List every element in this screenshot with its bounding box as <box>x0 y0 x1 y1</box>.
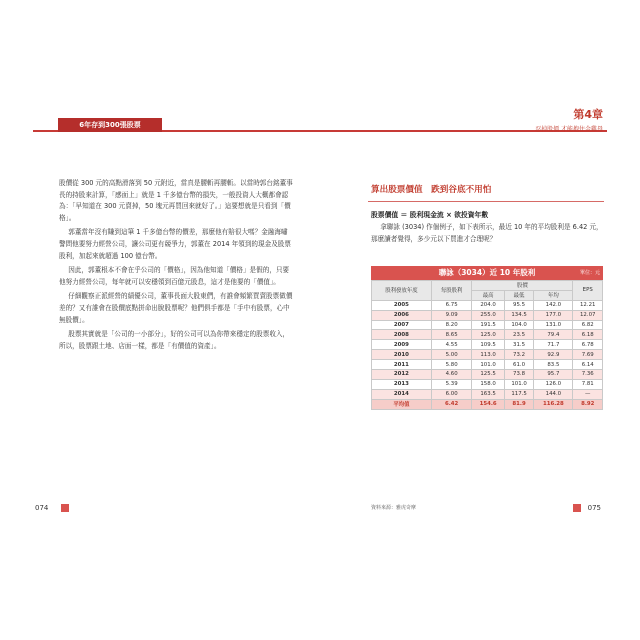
average-row <box>372 399 603 409</box>
table-row <box>372 340 603 350</box>
table-row <box>372 320 603 330</box>
table-cell: 2012 <box>372 370 432 380</box>
table-cell: 142.0 <box>534 300 573 310</box>
table-cell: 134.5 <box>504 310 534 320</box>
average-cell: 116.28 <box>534 399 573 409</box>
table-cell: 113.0 <box>472 350 504 360</box>
table-cell: 6.00 <box>431 389 472 399</box>
paragraph: 郭董當年沒有賺到這筆 1 千多億台幣的價差，那麼他有賠很大嗎？金融海嘯警問他要努力經營公司，讓公司更有競爭力，郭董在 2014 年領到的現金及股票股利，加起來就超過 100 億台幣。 <box>59 228 291 260</box>
table-cell: 126.0 <box>534 379 573 389</box>
table-cell: 23.5 <box>504 330 534 340</box>
table-cell: 95.5 <box>504 300 534 310</box>
table-cell: 83.5 <box>534 360 573 370</box>
table-cell: 2008 <box>372 330 432 340</box>
table-row <box>372 350 603 360</box>
table-row <box>372 389 603 399</box>
col-year-header: 股利發放年度 <box>372 281 432 301</box>
table-cell: 61.0 <box>504 360 534 370</box>
chapter-number: 第4章 <box>573 108 603 121</box>
left-page-body <box>59 178 293 355</box>
section-rule <box>368 201 604 202</box>
table-cell: 2009 <box>372 340 432 350</box>
table-cell: 104.0 <box>504 320 534 330</box>
table-cell: 31.5 <box>504 340 534 350</box>
table-cell: 95.7 <box>534 370 573 380</box>
table-cell: 6.14 <box>573 360 603 370</box>
table-cell: 4.55 <box>431 340 472 350</box>
page-marker-left <box>61 504 69 512</box>
table-cell: 12.21 <box>573 300 603 310</box>
table-cell: 7.81 <box>573 379 603 389</box>
table-cell: 6.75 <box>431 300 472 310</box>
col-high-header: 最高 <box>472 290 504 300</box>
table-title: 聯詠（3034）近 10 年股利 <box>438 268 536 277</box>
table-cell: 144.0 <box>534 389 573 399</box>
table-cell: 158.0 <box>472 379 504 389</box>
table-cell: 71.7 <box>534 340 573 350</box>
table-cell: 2010 <box>372 350 432 360</box>
table-cell: 204.0 <box>472 300 504 310</box>
table-cell: 8.65 <box>431 330 472 340</box>
table-cell: 92.9 <box>534 350 573 360</box>
table-cell: 125.0 <box>472 330 504 340</box>
chapter-subtitle: 忍掉股價 才能抱住金雞母 <box>535 126 603 133</box>
average-cell: 8.92 <box>573 399 603 409</box>
table-row <box>372 300 603 310</box>
table-cell: 5.00 <box>431 350 472 360</box>
table-cell: 125.5 <box>472 370 504 380</box>
table-cell: 191.5 <box>472 320 504 330</box>
col-eps-header: EPS <box>573 281 603 301</box>
chapter-heading <box>535 106 603 133</box>
col-dividend-header: 每股股利 <box>431 281 472 301</box>
table-cell: 101.0 <box>472 360 504 370</box>
table-source: 資料來源：雅虎奇摩 <box>371 505 417 511</box>
right-page-body: 拿聯詠 (3034) 作個例子，如下表所示，最近 10 年的平均股利是 6.42 元，那麼讀者覺得，多少元以下買進才合理呢？ <box>371 223 603 243</box>
table-cell: 163.5 <box>472 389 504 399</box>
page-number-left: 074 <box>35 504 49 512</box>
table-cell: 7.69 <box>573 350 603 360</box>
table-row <box>372 370 603 380</box>
table-cell: 7.36 <box>573 370 603 380</box>
average-cell: 平均值 <box>372 399 432 409</box>
page-marker-right <box>573 504 581 512</box>
table-row <box>372 330 603 340</box>
table-cell: 5.80 <box>431 360 472 370</box>
table-cell: 2011 <box>372 360 432 370</box>
table-cell: 12.07 <box>573 310 603 320</box>
col-low-header: 最低 <box>504 290 534 300</box>
table-cell: 4.60 <box>431 370 472 380</box>
table-row <box>372 310 603 320</box>
table-cell: 101.0 <box>504 379 534 389</box>
col-price-group-header: 股價 <box>472 281 573 291</box>
paragraph: 仔細觀察正派經營的績優公司，董事長面大股東們，有誰會頻繁買賣股票做價差的？又有誰會在股價底點拼命出脫股票呢？他們俱手都是「手中有股票，心中無股價」。 <box>59 292 293 324</box>
dividend-grid <box>371 280 603 410</box>
average-cell: 6.42 <box>431 399 472 409</box>
table-cell: 117.5 <box>504 389 534 399</box>
paragraph: 因此，郭董根本不會在乎公司的「價格」，因為他知道「價格」是假的，只要他努力經營公司，每年就可以安穩領到百億元股息，這才是他要的「價值」。 <box>59 266 290 286</box>
paragraph: 股票其實就是「公司的一小部分」，好的公司可以為你帶來穩定的股票收入，所以，股票跟土地、店面一樣，都是「有價值的資產」。 <box>59 330 290 350</box>
table-cell: 8.20 <box>431 320 472 330</box>
table-title-bar <box>371 266 603 280</box>
table-cell: 109.5 <box>472 340 504 350</box>
table-cell: 2006 <box>372 310 432 320</box>
table-cell: 73.8 <box>504 370 534 380</box>
paragraph: 股價從 300 元的高點滑落到 50 元附近，當真是腰斬再腰斬。以當時郭台銘董事長的持股來計算，「感面上」就是 1 千多億台幣的損失，一般投資人大概都會認為：「早知道在 300 元賣掉，50 塊元再買回來就好了。」這要想就是只看到「價格」。 <box>59 179 293 222</box>
table-cell: 5.39 <box>431 379 472 389</box>
average-cell: 81.9 <box>504 399 534 409</box>
table-cell: 255.0 <box>472 310 504 320</box>
table-row <box>372 360 603 370</box>
table-cell: 2014 <box>372 389 432 399</box>
table-cell: 6.78 <box>573 340 603 350</box>
average-cell: 154.6 <box>472 399 504 409</box>
page-number-right: 075 <box>587 504 601 512</box>
value-formula: 股票價值 ＝ 股利現金流 × 欲投資年數 <box>371 211 489 219</box>
table-cell: 6.82 <box>573 320 603 330</box>
table-cell: 73.2 <box>504 350 534 360</box>
book-spread <box>33 96 607 521</box>
table-cell: 9.09 <box>431 310 472 320</box>
table-cell: 2013 <box>372 379 432 389</box>
table-row <box>372 379 603 389</box>
table-cell: 177.0 <box>534 310 573 320</box>
col-avg-header: 年均 <box>534 290 573 300</box>
dividend-table <box>371 266 603 410</box>
table-unit: 單位：元 <box>579 270 600 276</box>
table-cell: 2005 <box>372 300 432 310</box>
table-cell: 6.18 <box>573 330 603 340</box>
table-cell: — <box>573 389 603 399</box>
table-cell: 131.0 <box>534 320 573 330</box>
table-cell: 79.4 <box>534 330 573 340</box>
running-header-tab: 6年存到300張股票 <box>58 118 162 132</box>
section-title: 算出股票價值 跌到谷底不用怕 <box>371 185 492 195</box>
table-cell: 2007 <box>372 320 432 330</box>
